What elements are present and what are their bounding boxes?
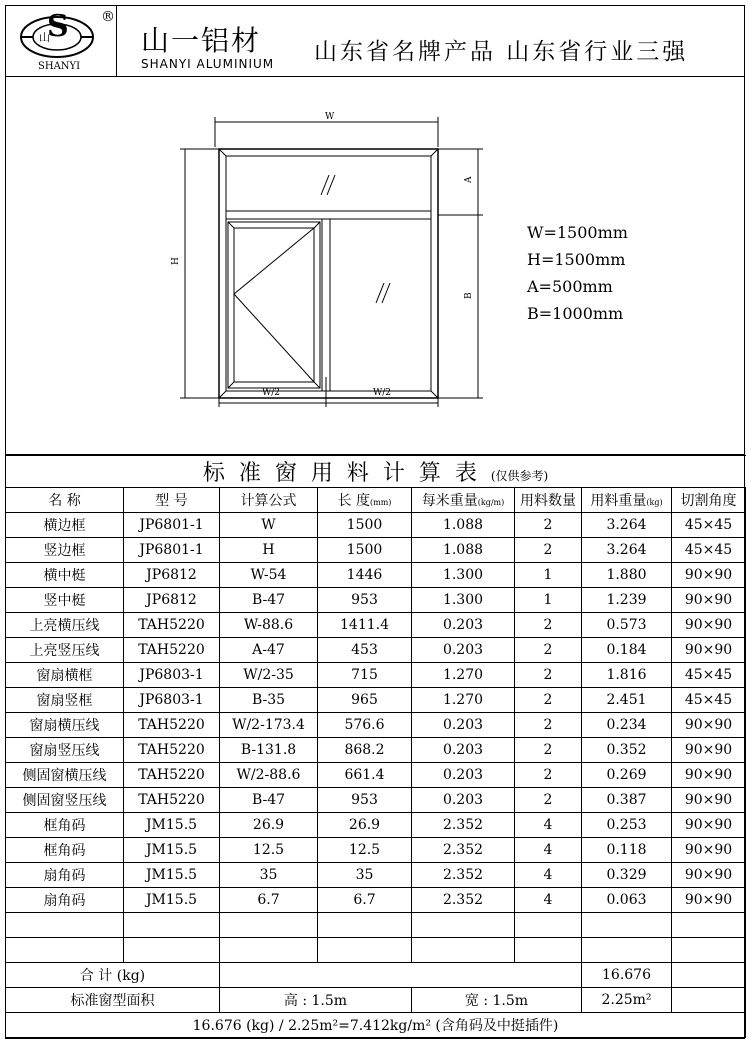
dim-label-h: H <box>171 257 181 265</box>
cell-weight: 0.253 <box>582 813 672 838</box>
cell-name: 竖边框 <box>6 538 124 563</box>
table-row <box>6 713 746 738</box>
cell-length: 953 <box>318 588 412 613</box>
cell-model: TAH5220 <box>124 638 220 663</box>
table-row <box>6 838 746 863</box>
area-empty <box>672 988 746 1013</box>
cell-qty: 1 <box>515 588 582 613</box>
area-height: 高 : 1.5m <box>220 988 412 1013</box>
dim-label-w: W <box>325 112 335 122</box>
cell-model: JM15.5 <box>124 863 220 888</box>
cell-qty: 4 <box>515 838 582 863</box>
cell-formula: 6.7 <box>220 888 318 913</box>
cell-formula: 12.5 <box>220 838 318 863</box>
cell-name: 横中梃 <box>6 563 124 588</box>
brand-name: 山一铝材 <box>141 24 262 57</box>
blank-row <box>6 938 746 963</box>
cell-length: 715 <box>318 663 412 688</box>
cell-length: 1500 <box>318 538 412 563</box>
cell-formula: B-35 <box>220 688 318 713</box>
cell-weight: 3.264 <box>582 538 672 563</box>
header <box>5 5 745 77</box>
cell-weight: 2.451 <box>582 688 672 713</box>
table-row <box>6 888 746 913</box>
cell-formula: W-54 <box>220 563 318 588</box>
cell-weight: 0.269 <box>582 763 672 788</box>
cell-weight: 0.184 <box>582 638 672 663</box>
cell-unit-weight: 1.088 <box>412 513 515 538</box>
cell-angle: 90×90 <box>672 863 746 888</box>
cell-model: TAH5220 <box>124 613 220 638</box>
cell-model: JM15.5 <box>124 888 220 913</box>
cell-formula: W/2-88.6 <box>220 763 318 788</box>
cell-length: 35 <box>318 863 412 888</box>
blank-cell <box>124 913 220 938</box>
blank-cell <box>124 938 220 963</box>
cell-model: JP6812 <box>124 563 220 588</box>
cell-qty: 2 <box>515 688 582 713</box>
cell-unit-weight: 1.300 <box>412 563 515 588</box>
blank-cell <box>412 938 515 963</box>
table-row <box>6 663 746 688</box>
cell-model: TAH5220 <box>124 763 220 788</box>
cell-angle: 90×90 <box>672 838 746 863</box>
blank-cell <box>318 938 412 963</box>
footer-row <box>6 1013 746 1038</box>
cell-name: 扇角码 <box>6 863 124 888</box>
cell-model: JP6801-1 <box>124 538 220 563</box>
cell-qty: 2 <box>515 663 582 688</box>
cell-model: JM15.5 <box>124 838 220 863</box>
cell-formula: A-47 <box>220 638 318 663</box>
cell-weight: 0.387 <box>582 788 672 813</box>
dim-h: H=1500mm <box>527 250 626 269</box>
cell-name: 侧固窗横压线 <box>6 763 124 788</box>
area-width: 宽 : 1.5m <box>412 988 582 1013</box>
cell-length: 453 <box>318 638 412 663</box>
area-label: 标准窗型面积 <box>6 988 220 1013</box>
cell-weight: 0.234 <box>582 713 672 738</box>
cell-weight: 0.573 <box>582 613 672 638</box>
cell-weight: 1.239 <box>582 588 672 613</box>
cell-name: 窗扇横框 <box>6 663 124 688</box>
header-weight: 用料重量(kg) <box>582 488 672 513</box>
table-row <box>6 813 746 838</box>
dim-label-a: A <box>464 176 474 183</box>
cell-unit-weight: 1.270 <box>412 688 515 713</box>
slogan: 山东省名牌产品 山东省行业三强 <box>314 39 689 65</box>
cell-name: 框角码 <box>6 838 124 863</box>
cell-name: 竖中梃 <box>6 588 124 613</box>
cell-weight: 0.329 <box>582 863 672 888</box>
total-row <box>6 963 746 988</box>
cell-name: 窗扇竖框 <box>6 688 124 713</box>
cell-angle: 45×45 <box>672 513 746 538</box>
cell-qty: 2 <box>515 538 582 563</box>
table-row <box>6 588 746 613</box>
logo-en: SHANYI <box>38 61 81 72</box>
cell-weight: 1.816 <box>582 663 672 688</box>
brand-name-en: SHANYI ALUMINIUM <box>141 57 275 71</box>
blank-cell <box>672 913 746 938</box>
blank-cell <box>220 938 318 963</box>
cell-qty: 2 <box>515 738 582 763</box>
cell-weight: 0.063 <box>582 888 672 913</box>
cell-name: 窗扇竖压线 <box>6 738 124 763</box>
cell-unit-weight: 1.270 <box>412 663 515 688</box>
cell-unit-weight: 1.088 <box>412 538 515 563</box>
cell-length: 953 <box>318 788 412 813</box>
cell-length: 661.4 <box>318 763 412 788</box>
cell-angle: 90×90 <box>672 738 746 763</box>
cell-qty: 2 <box>515 638 582 663</box>
blank-cell <box>6 913 124 938</box>
cell-formula: W/2-35 <box>220 663 318 688</box>
logo-inner: 山 <box>39 31 50 44</box>
table-title-note: (仅供参考) <box>490 469 549 483</box>
cell-formula: W-88.6 <box>220 613 318 638</box>
cell-name: 上亮横压线 <box>6 613 124 638</box>
cell-angle: 90×90 <box>672 638 746 663</box>
cell-name: 扇角码 <box>6 888 124 913</box>
cell-weight: 3.264 <box>582 513 672 538</box>
table-row <box>6 538 746 563</box>
cell-unit-weight: 2.352 <box>412 838 515 863</box>
cell-length: 576.6 <box>318 713 412 738</box>
cell-model: JM15.5 <box>124 813 220 838</box>
logo-letter: S <box>47 9 69 44</box>
cell-formula: B-131.8 <box>220 738 318 763</box>
total-label: 合 计 (kg) <box>6 963 220 988</box>
cell-angle: 90×90 <box>672 588 746 613</box>
dim-a: A=500mm <box>527 277 613 296</box>
blank-cell <box>318 913 412 938</box>
cell-angle: 45×45 <box>672 663 746 688</box>
cell-formula: B-47 <box>220 788 318 813</box>
cell-angle: 90×90 <box>672 763 746 788</box>
cell-model: TAH5220 <box>124 738 220 763</box>
window-drawing <box>5 77 745 455</box>
cell-weight: 0.118 <box>582 838 672 863</box>
cell-angle: 90×90 <box>672 813 746 838</box>
blank-cell <box>6 938 124 963</box>
blank-cell <box>582 938 672 963</box>
material-table <box>5 455 746 1038</box>
cell-length: 12.5 <box>318 838 412 863</box>
cell-unit-weight: 2.352 <box>412 888 515 913</box>
cell-name: 侧固窗竖压线 <box>6 788 124 813</box>
header-name: 名 称 <box>6 488 124 513</box>
cell-angle: 90×90 <box>672 613 746 638</box>
total-spacer <box>220 963 582 988</box>
cell-unit-weight: 0.203 <box>412 613 515 638</box>
header-unit-weight: 每米重量(kg/m) <box>412 488 515 513</box>
dim-w: W=1500mm <box>527 223 628 242</box>
cell-qty: 2 <box>515 763 582 788</box>
cell-qty: 2 <box>515 788 582 813</box>
window-elevation <box>5 77 745 455</box>
cell-model: TAH5220 <box>124 788 220 813</box>
cell-length: 1411.4 <box>318 613 412 638</box>
table-title-row <box>6 456 746 488</box>
cell-name: 上亮竖压线 <box>6 638 124 663</box>
table-row <box>6 513 746 538</box>
cell-qty: 2 <box>515 613 582 638</box>
cell-name: 框角码 <box>6 813 124 838</box>
cell-unit-weight: 1.300 <box>412 588 515 613</box>
table-row <box>6 738 746 763</box>
dim-label-half-left: W/2 <box>262 388 281 398</box>
cell-model: JP6801-1 <box>124 513 220 538</box>
table-row <box>6 638 746 663</box>
cell-unit-weight: 0.203 <box>412 713 515 738</box>
table-row <box>6 563 746 588</box>
table-header-row <box>6 488 746 513</box>
cell-weight: 1.880 <box>582 563 672 588</box>
dim-label-half-right: W/2 <box>373 388 392 398</box>
cell-length: 965 <box>318 688 412 713</box>
cell-unit-weight: 0.203 <box>412 738 515 763</box>
cell-angle: 45×45 <box>672 538 746 563</box>
cell-model: JP6803-1 <box>124 688 220 713</box>
registered-mark: ® <box>101 9 115 25</box>
cell-formula: H <box>220 538 318 563</box>
header-model: 型 号 <box>124 488 220 513</box>
total-value: 16.676 <box>582 963 672 988</box>
dim-label-b: B <box>464 292 474 299</box>
cell-qty: 4 <box>515 888 582 913</box>
cell-angle: 90×90 <box>672 563 746 588</box>
cell-unit-weight: 0.203 <box>412 638 515 663</box>
cell-length: 1500 <box>318 513 412 538</box>
area-row <box>6 988 746 1013</box>
cell-name: 窗扇横压线 <box>6 713 124 738</box>
cell-model: TAH5220 <box>124 713 220 738</box>
table-row <box>6 788 746 813</box>
cell-formula: 26.9 <box>220 813 318 838</box>
cell-length: 6.7 <box>318 888 412 913</box>
cell-angle: 90×90 <box>672 788 746 813</box>
dimension-list <box>527 219 628 327</box>
cell-qty: 2 <box>515 713 582 738</box>
cell-qty: 2 <box>515 513 582 538</box>
cell-angle: 90×90 <box>672 888 746 913</box>
header-length: 长 度(mm) <box>318 488 412 513</box>
cell-model: JP6812 <box>124 588 220 613</box>
cell-angle: 45×45 <box>672 688 746 713</box>
cell-model: JP6803-1 <box>124 663 220 688</box>
blank-cell <box>515 913 582 938</box>
cell-weight: 0.352 <box>582 738 672 763</box>
cell-length: 1446 <box>318 563 412 588</box>
header-formula: 计算公式 <box>220 488 318 513</box>
blank-cell <box>515 938 582 963</box>
cell-qty: 1 <box>515 563 582 588</box>
cell-unit-weight: 2.352 <box>412 813 515 838</box>
table-title: 标准窗用料计算表 <box>202 461 491 486</box>
blank-cell <box>672 938 746 963</box>
table-row <box>6 763 746 788</box>
cell-qty: 4 <box>515 863 582 888</box>
cell-unit-weight: 2.352 <box>412 863 515 888</box>
table-row <box>6 688 746 713</box>
blank-cell <box>582 913 672 938</box>
cell-formula: 35 <box>220 863 318 888</box>
blank-cell <box>220 913 318 938</box>
header-qty: 用料数量 <box>515 488 582 513</box>
table-row <box>6 613 746 638</box>
cell-length: 868.2 <box>318 738 412 763</box>
cell-qty: 4 <box>515 813 582 838</box>
cell-unit-weight: 0.203 <box>412 763 515 788</box>
total-empty <box>672 963 746 988</box>
dim-b: B=1000mm <box>527 304 624 323</box>
cell-name: 横边框 <box>6 513 124 538</box>
blank-cell <box>412 913 515 938</box>
area-value: 2.25m² <box>582 988 672 1013</box>
cell-formula: W/2-173.4 <box>220 713 318 738</box>
header-angle: 切割角度 <box>672 488 746 513</box>
cell-unit-weight: 0.203 <box>412 788 515 813</box>
cell-formula: W <box>220 513 318 538</box>
cell-length: 26.9 <box>318 813 412 838</box>
cell-angle: 90×90 <box>672 713 746 738</box>
cell-formula: B-47 <box>220 588 318 613</box>
footer-formula: 16.676 (kg) / 2.25m²=7.412kg/m² (含角码及中挺插件) <box>6 1013 746 1038</box>
table-row <box>6 863 746 888</box>
logo <box>5 5 117 77</box>
blank-row <box>6 913 746 938</box>
